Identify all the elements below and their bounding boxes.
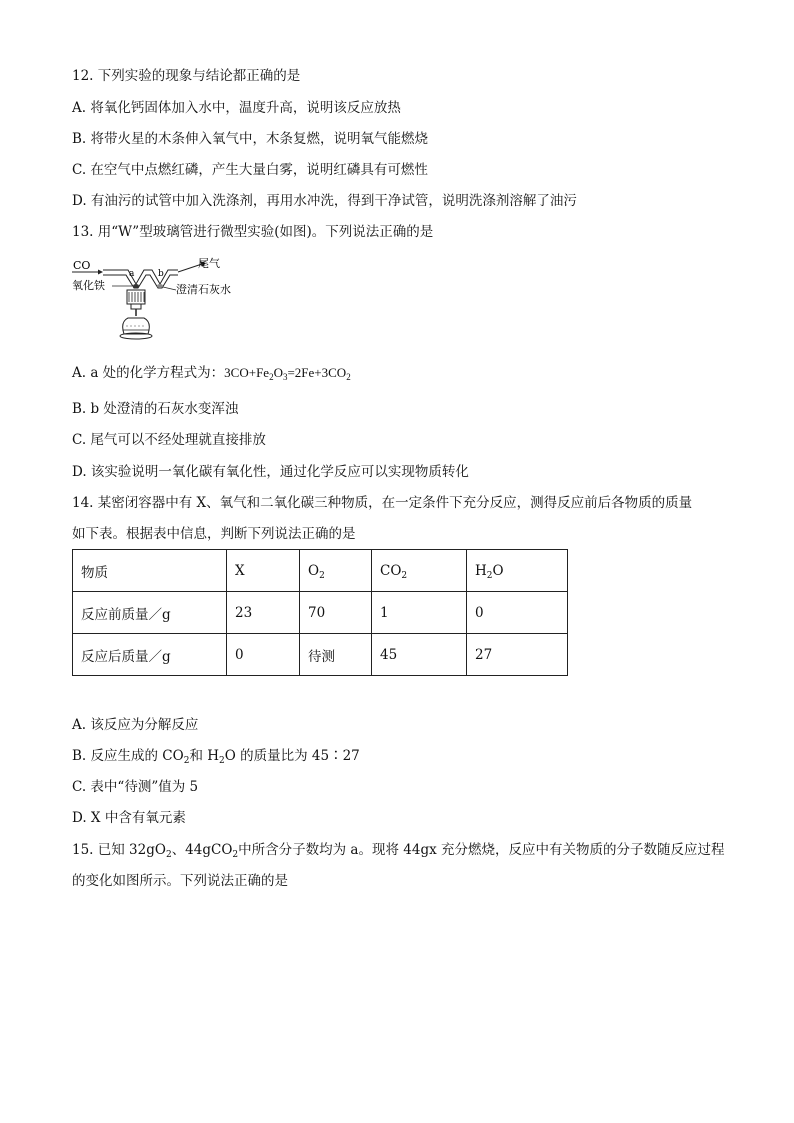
label-tail-gas: 尾气	[198, 257, 220, 270]
q13-option-d: D. 该实验说明一氧化碳有氧化性，通过化学反应可以实现物质转化	[72, 464, 469, 480]
label-limewater: 澄清石灰水	[176, 283, 231, 296]
formula-subscript: 2	[401, 570, 408, 581]
formula-part: CO	[380, 562, 402, 579]
text-part: 中所含分子数均为 a。现将 44gx 充分燃烧，反应中有关物质的分子数随反应过程	[238, 842, 725, 858]
text-part: O 的质量比为 45∶27	[224, 748, 360, 764]
w-tube-upper	[103, 270, 178, 284]
iron-oxide-sample	[133, 284, 139, 288]
alcohol-lamp	[120, 290, 152, 339]
q14-stem-line1: 14. 某密闭容器中有 X、氧气和二氧化碳三种物质，在一定条件下充分反应，测得反应前后各物质的质量	[72, 495, 693, 511]
table-row	[73, 592, 568, 634]
formula-part: 3CO+Fe	[224, 365, 270, 380]
q14-option-a: A. 该反应为分解反应	[72, 717, 199, 733]
table-cell: 45	[372, 634, 467, 676]
q13-option-a-prefix: A. a 处的化学方程式为：	[72, 365, 225, 381]
formula-part: O	[492, 562, 504, 579]
formula-part: =2Fe+3CO	[287, 365, 347, 380]
q12-option-a: A. 将氧化钙固体加入水中，温度升高，说明该反应放热	[72, 100, 401, 116]
table-cell: 23	[227, 592, 300, 634]
q12-option-b: B. 将带火星的木条伸入氧气中，木条复燃，说明氧气能燃烧	[72, 131, 429, 147]
formula-subscript: 3	[282, 372, 288, 382]
text-part: 、44gCO	[171, 842, 233, 858]
formula-subscript: 2	[232, 850, 239, 860]
q13-stem: 13. 用“W”型玻璃管进行微型实验(如图)。下列说法正确的是	[72, 224, 434, 240]
table-row	[73, 550, 568, 592]
formula-subscript: 2	[269, 372, 274, 382]
table-cell: 1	[372, 592, 467, 634]
equation-formula	[224, 365, 351, 380]
formula-subscript: 2	[165, 850, 172, 860]
table-cell: 0	[227, 634, 300, 676]
table-header-o2	[300, 550, 372, 592]
formula-part: H	[475, 562, 487, 579]
label-co: CO	[73, 259, 91, 272]
formula-subscript: 2	[346, 372, 351, 382]
q13-option-a	[72, 364, 351, 382]
table-row	[73, 634, 568, 676]
formula-subscript: 2	[219, 756, 225, 766]
table-header-substance: 物质	[73, 550, 227, 592]
text-part: 15. 已知 32gO	[72, 842, 166, 858]
formula-subscript: 2	[183, 756, 190, 766]
table-cell: 0	[467, 592, 568, 634]
q15-stem-line1	[72, 841, 725, 859]
label-b: b	[158, 269, 164, 279]
text-part: 和 H	[189, 748, 220, 764]
table-header-co2	[372, 550, 467, 592]
q14-option-c: C. 表中“待测”值为 5	[72, 779, 199, 795]
q14-stem-line2: 如下表。根据表中信息，判断下列说法正确的是	[72, 526, 356, 542]
limewater-pointer	[163, 287, 176, 290]
formula-subscript: 2	[486, 570, 493, 581]
table-cell: 27	[467, 634, 568, 676]
formula-subscript: 2	[319, 570, 325, 581]
table-row-label-before: 反应前质量／g	[73, 592, 227, 634]
q13-option-c: C. 尾气可以不经处理就直接排放	[72, 432, 266, 448]
label-a: a	[129, 269, 135, 279]
text-part: B. 反应生成的 CO	[72, 748, 184, 764]
formula-part: O	[273, 365, 283, 380]
table-header-x: X	[227, 550, 300, 592]
mass-data-table	[72, 549, 568, 676]
q12-stem: 12. 下列实验的现象与结论都正确的是	[72, 68, 301, 84]
table-cell: 待测	[300, 634, 372, 676]
label-iron-oxide: 氧化铁	[72, 279, 105, 292]
q15-stem-line2: 的变化如图所示。下列说法正确的是	[72, 873, 288, 889]
limewater-sample	[157, 284, 163, 288]
co-arrow-head	[98, 270, 103, 275]
q13-option-b: B. b 处澄清的石灰水变浑浊	[72, 401, 239, 417]
table-cell: 70	[300, 592, 372, 634]
q12-option-d: D. 有油污的试管中加入洗涤剂，再用水冲洗，得到干净试管，说明洗涤剂溶解了油污	[72, 193, 577, 209]
q12-option-c: C. 在空气中点燃红磷，产生大量白雾，说明红磷具有可燃性	[72, 162, 428, 178]
q14-option-b	[72, 747, 360, 765]
q14-option-d: D. X 中含有氧元素	[72, 810, 186, 826]
w-tube-apparatus-diagram	[70, 256, 260, 348]
table-row-label-after: 反应后质量／g	[73, 634, 227, 676]
formula-part: O	[308, 562, 320, 579]
table-header-h2o	[467, 550, 568, 592]
